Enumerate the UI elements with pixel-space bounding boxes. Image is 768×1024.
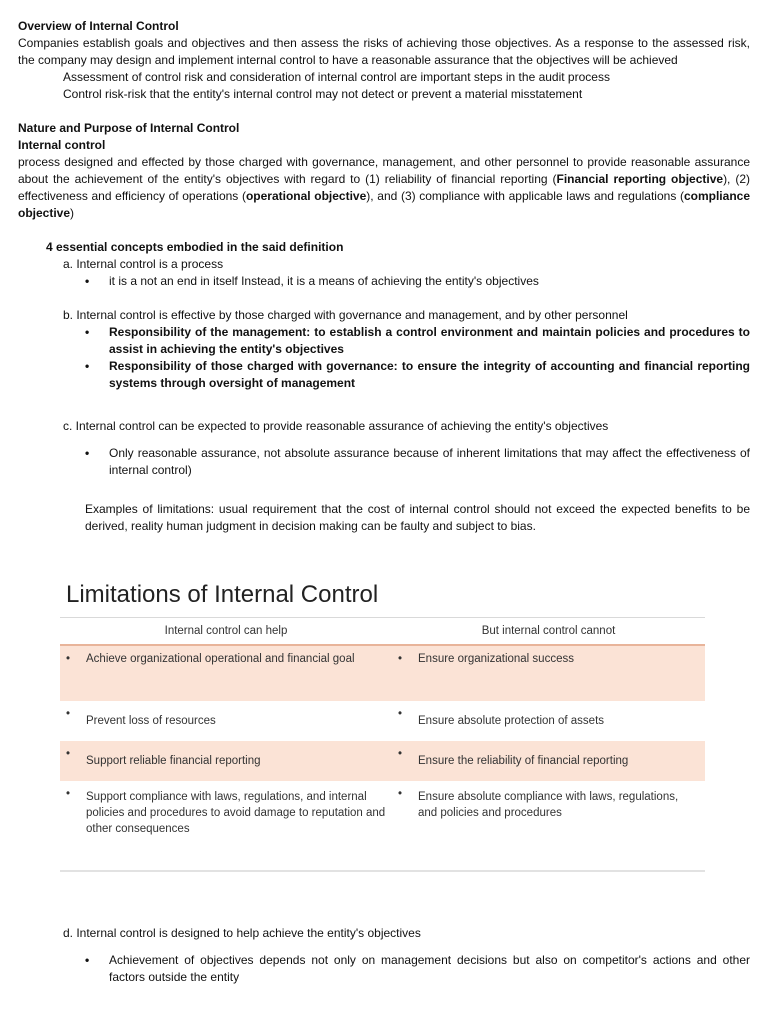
- limitations-examples: Examples of limitations: usual requirement that the cost of internal control should not exceed the expected benefits to be derived, reality human judgment in decision making can be faulty and subject to bias.: [85, 502, 750, 533]
- concepts-heading: 4 essential concepts embodied in the said definition: [46, 240, 344, 254]
- concept-c-bullet: • Only reasonable assurance, not absolute assurance because of inherent limitations that may affect the effectiveness of internal control): [63, 445, 750, 479]
- cannot-cell: • Ensure the reliability of financial reporting: [392, 741, 705, 781]
- concept-b-bullet-management: • Responsibility of the management: to establish a control environment and maintain policies and procedures to assist in achieving the entity's objectives: [63, 324, 750, 358]
- table-row: [60, 781, 705, 871]
- internal-control-subheading: Internal control: [18, 138, 106, 152]
- overview-audit-line: Assessment of control risk and consideration of internal control are important steps in the audit process: [63, 70, 610, 84]
- can-help-cell: • Achieve organizational operational and financial goal: [60, 645, 392, 701]
- concept-a-bullet: • it is a not an end in itself Instead, it is a means of achieving the entity's objectives: [63, 273, 750, 290]
- concept-b-bullet-governance: • Responsibility of those charged with governance: to ensure the integrity of accounting and financial reporting systems through oversight of management: [63, 358, 750, 392]
- can-help-cell: • Prevent loss of resources: [60, 701, 392, 741]
- can-help-cell: • Support reliable financial reporting: [60, 741, 392, 781]
- table-row: [60, 645, 705, 701]
- can-help-cell: • Support compliance with laws, regulations, and internal policies and procedures to avoid damage to reputation and other consequences: [60, 781, 392, 871]
- concept-d-list: [18, 952, 750, 986]
- document-page: [18, 18, 750, 547]
- column-header-can-help: Internal control can help: [60, 618, 392, 646]
- overview-paragraph: Companies establish goals and objectives and then assess the risks of achieving those objectives. As a response to the assessed risk, the company may design and implement internal control to have a reasonable assurance that the objectives will be achieved: [18, 36, 750, 67]
- nature-heading: Nature and Purpose of Internal Control: [18, 121, 240, 135]
- limitations-table: [60, 617, 705, 872]
- overview-control-risk-line: Control risk-risk that the entity's internal control may not detect or prevent a material misstatement: [63, 87, 583, 101]
- concept-a: a. Internal control is a process: [63, 257, 224, 271]
- concept-d: d. Internal control is designed to help achieve the entity's objectives: [63, 926, 421, 940]
- concept-c-list: [18, 445, 750, 479]
- table-row: [60, 741, 705, 781]
- cannot-cell: • Ensure absolute protection of assets: [392, 701, 705, 741]
- overview-heading: Overview of Internal Control: [18, 19, 179, 33]
- table-row: [60, 701, 705, 741]
- concept-d-bullet: • Achievement of objectives depends not only on management decisions but also on competitor's actions and other factors outside the entity: [63, 952, 750, 986]
- limitations-figure: [60, 573, 710, 872]
- concept-b-list: [18, 324, 750, 392]
- cannot-cell: • Ensure absolute compliance with laws, regulations, and policies and procedures: [392, 781, 705, 871]
- limitations-title: Limitations of Internal Control: [66, 581, 379, 608]
- concept-b: b. Internal control is effective by those charged with governance and management, and by other personnel: [63, 308, 628, 322]
- concept-d-section: [18, 925, 750, 986]
- concept-c: c. Internal control can be expected to provide reasonable assurance of achieving the entity's objectives: [63, 419, 609, 433]
- cannot-cell: • Ensure organizational success: [392, 645, 705, 701]
- internal-control-definition: process designed and effected by those charged with governance, management, and other personnel to provide reasonable assurance about the achievement of the entity's objectives with regard to (1) reliability of financial reporting (Financial reporting objective), (2) effectiveness and efficiency of operations (operational objective), and (3) compliance with applicable laws and regulations (compliance objective): [18, 155, 750, 220]
- concept-a-list: [18, 273, 750, 290]
- column-header-cannot: But internal control cannot: [392, 618, 705, 646]
